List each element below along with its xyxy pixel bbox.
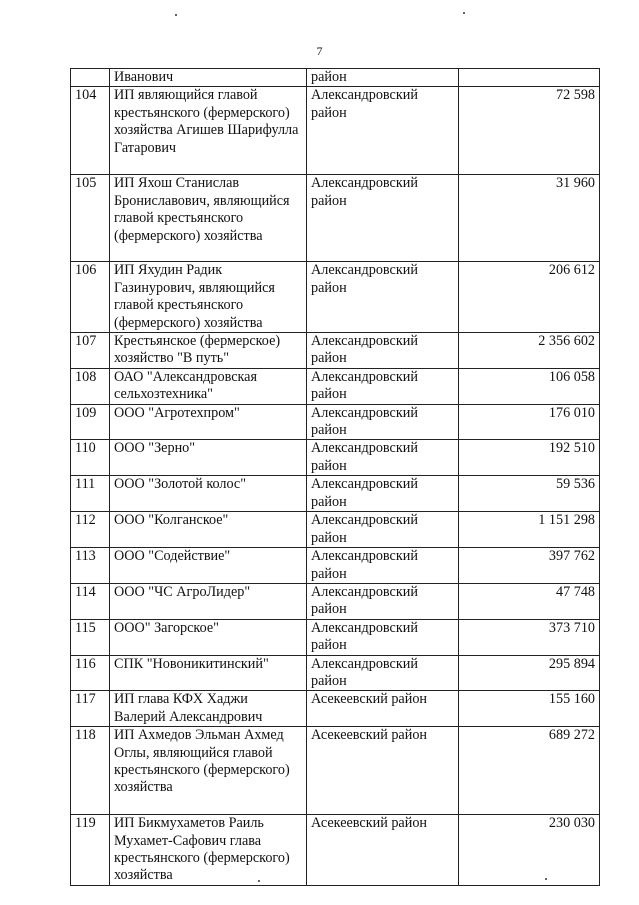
row-number: 108: [71, 368, 110, 404]
subsidy-amount: 31 960: [459, 175, 600, 262]
row-number: 113: [71, 548, 110, 584]
table-row: [71, 619, 600, 655]
row-number: 111: [71, 476, 110, 512]
row-number: 114: [71, 583, 110, 619]
table-row: [71, 727, 600, 815]
subsidy-amount: [459, 69, 600, 87]
recipient-name: ИП являющийся главой крестьянского (фермерского) хозяйства Агишев Шарифулла Гатарович: [110, 87, 307, 175]
district-name: Асекеевский район: [307, 691, 459, 727]
row-number: 115: [71, 619, 110, 655]
table-row: [71, 512, 600, 548]
district-name: Александровский район: [307, 440, 459, 476]
row-number: 119: [71, 815, 110, 886]
subsidy-amount: 230 030: [459, 815, 600, 886]
recipient-name: Крестьянское (фермерское) хозяйство "В путь": [110, 333, 307, 369]
row-number: 106: [71, 262, 110, 333]
district-name: Александровский район: [307, 262, 459, 333]
recipient-name: ОАО "Александровская сельхозтехника": [110, 368, 307, 404]
district-name: Александровский район: [307, 404, 459, 440]
table-row: [71, 333, 600, 369]
row-number: 105: [71, 175, 110, 262]
recipient-name: ИП Яхудин Радик Газинурович, являющийся главой крестьянского (фермерского) хозяйства: [110, 262, 307, 333]
recipient-name: ООО "Агротехпром": [110, 404, 307, 440]
row-number: 104: [71, 87, 110, 175]
table-row: [71, 476, 600, 512]
subsidy-amount: 206 612: [459, 262, 600, 333]
table-row: [71, 655, 600, 691]
district-name: Александровский район: [307, 175, 459, 262]
row-number: 109: [71, 404, 110, 440]
table-body: [71, 69, 600, 886]
district-name: Александровский район: [307, 512, 459, 548]
row-number: [71, 69, 110, 87]
recipient-name: ООО "Колганское": [110, 512, 307, 548]
subsidy-amount: 295 894: [459, 655, 600, 691]
subsidy-amount: 1 151 298: [459, 512, 600, 548]
subsidy-amount: 689 272: [459, 727, 600, 815]
table-row: [71, 87, 600, 175]
table-row: [71, 404, 600, 440]
recipient-name: ООО "Золотой колос": [110, 476, 307, 512]
district-name: Александровский район: [307, 476, 459, 512]
table-row: [71, 262, 600, 333]
recipient-name: ООО "ЧС АгроЛидер": [110, 583, 307, 619]
subsidy-amount: 72 598: [459, 87, 600, 175]
row-number: 118: [71, 727, 110, 815]
district-name: Александровский район: [307, 655, 459, 691]
district-name: Александровский район: [307, 333, 459, 369]
table-row: [71, 548, 600, 584]
subsidy-amount: 106 058: [459, 368, 600, 404]
recipient-name: ИП Бикмухаметов Раиль Мухамет-Сафович глава крестьянского (фермерского) хозяйства: [110, 815, 307, 886]
recipient-name: ИП Яхош Станислав Брониславович, являющийся главой крестьянского (фермерского) хозяйства: [110, 175, 307, 262]
table-row: [71, 175, 600, 262]
subsidy-amount: 176 010: [459, 404, 600, 440]
table-row: [71, 815, 600, 886]
district-name: Александровский район: [307, 583, 459, 619]
district-name: Александровский район: [307, 619, 459, 655]
page-number: 7: [316, 44, 323, 58]
subsidy-amount: 373 710: [459, 619, 600, 655]
recipient-name: ООО "Зерно": [110, 440, 307, 476]
recipient-name: ИП Ахмедов Эльман Ахмед Оглы, являющийся главой крестьянского (фермерского) хозяйства: [110, 727, 307, 815]
recipient-name: ИП глава КФХ Хаджи Валерий Александрович: [110, 691, 307, 727]
recipient-name: СПК "Новоникитинский": [110, 655, 307, 691]
recipient-name: Иванович: [110, 69, 307, 87]
subsidy-amount: 192 510: [459, 440, 600, 476]
table-row: [71, 440, 600, 476]
district-name: Асекеевский район: [307, 815, 459, 886]
table-row: [71, 368, 600, 404]
district-name: Александровский район: [307, 548, 459, 584]
row-number: 110: [71, 440, 110, 476]
district-name: Александровский район: [307, 368, 459, 404]
subsidy-amount: 2 356 602: [459, 333, 600, 369]
row-number: 116: [71, 655, 110, 691]
district-name: район: [307, 69, 459, 87]
table-row: [71, 583, 600, 619]
subsidy-amount: 47 748: [459, 583, 600, 619]
scan-speck-top-right: [463, 12, 465, 14]
subsidy-amount: 59 536: [459, 476, 600, 512]
row-number: 112: [71, 512, 110, 548]
table-row: [71, 691, 600, 727]
subsidy-amount: 155 160: [459, 691, 600, 727]
recipients-table: [70, 68, 600, 886]
table-row: [71, 69, 600, 87]
district-name: Александровский район: [307, 87, 459, 175]
recipient-name: ООО" Загорское": [110, 619, 307, 655]
district-name: Асекеевский район: [307, 727, 459, 815]
scan-speck-top-left: [175, 14, 177, 16]
subsidy-amount: 397 762: [459, 548, 600, 584]
recipient-name: ООО "Содействие": [110, 548, 307, 584]
row-number: 107: [71, 333, 110, 369]
row-number: 117: [71, 691, 110, 727]
